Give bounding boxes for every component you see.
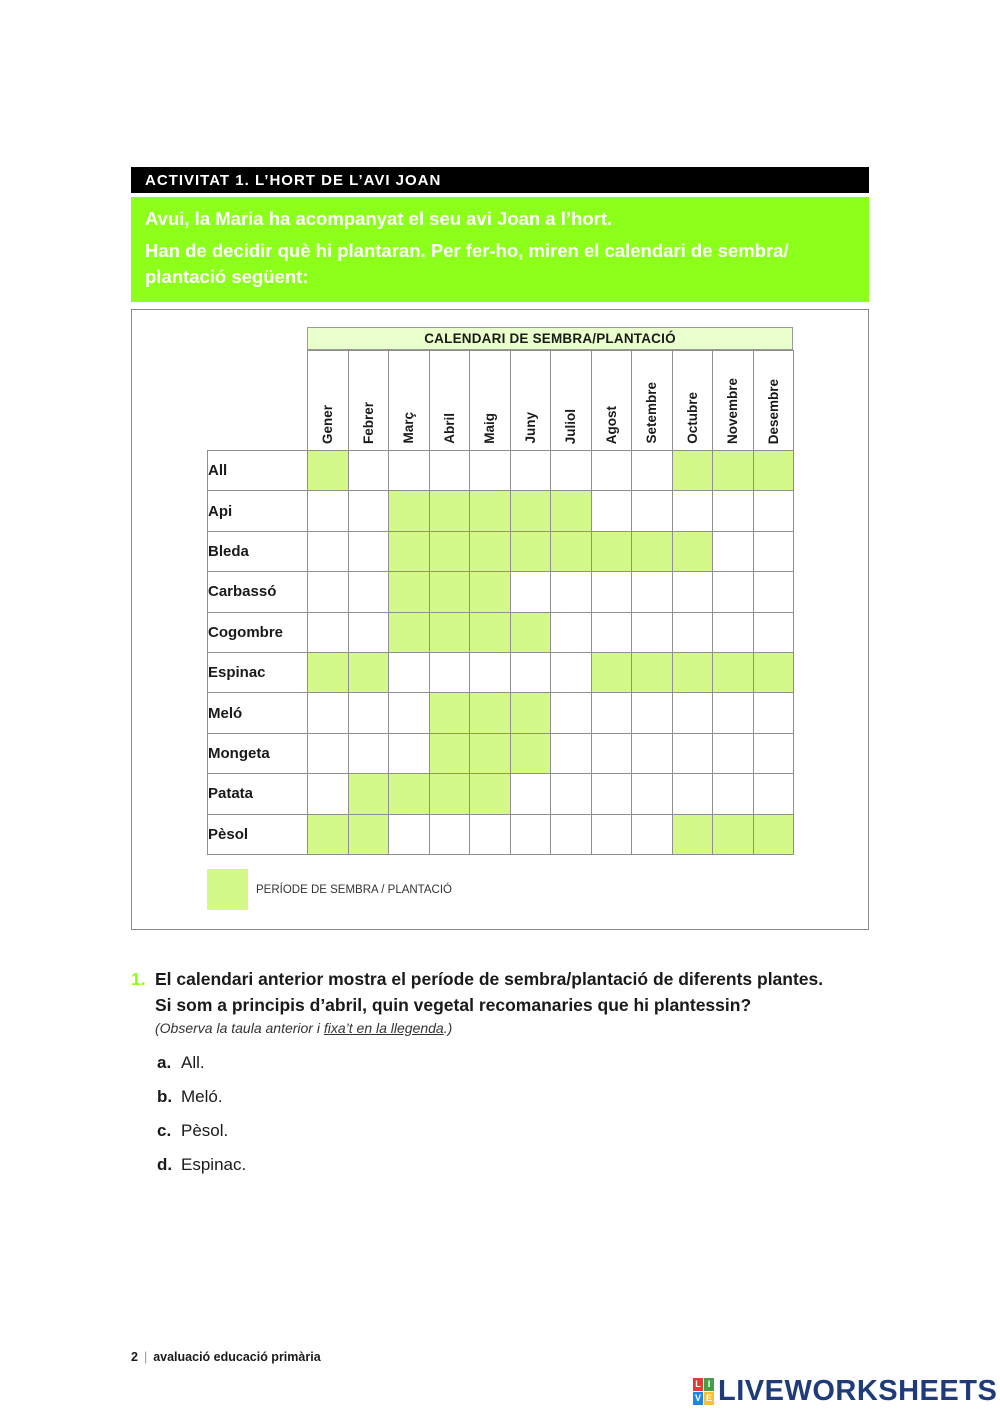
activity-title: ACTIVITAT 1. L’HORT DE L’AVI JOAN <box>131 167 869 193</box>
empty-cell <box>672 693 713 733</box>
month-label: Juliol <box>563 408 579 444</box>
month-header <box>672 351 713 451</box>
plant-name: Api <box>208 491 308 531</box>
option-text: All. <box>181 1053 205 1072</box>
empty-cell <box>308 733 349 773</box>
empty-cell <box>389 733 430 773</box>
empty-cell <box>713 491 754 531</box>
empty-cell <box>672 774 713 814</box>
sowing-period-cell <box>510 612 551 652</box>
empty-cell <box>672 491 713 531</box>
calendar-row <box>208 612 794 652</box>
sowing-period-cell <box>510 531 551 571</box>
calendar-title: CALENDARI DE SEMBRA/PLANTACIÓ <box>307 327 793 350</box>
live-icon <box>693 1378 714 1405</box>
empty-cell <box>632 491 673 531</box>
calendar-row <box>208 652 794 692</box>
option-b[interactable] <box>157 1086 246 1120</box>
empty-cell <box>429 652 470 692</box>
corner-cell <box>208 351 308 451</box>
answer-options <box>157 1052 246 1188</box>
month-label: Març <box>401 412 417 444</box>
sowing-period-cell <box>429 572 470 612</box>
sowing-period-cell <box>389 531 430 571</box>
empty-cell <box>632 451 673 491</box>
sowing-period-cell <box>753 814 794 854</box>
sowing-period-cell <box>672 451 713 491</box>
page-number: 2 <box>131 1350 138 1364</box>
sowing-period-cell <box>389 491 430 531</box>
hint-underlined: fixa’t en la llegenda <box>323 1020 444 1036</box>
sowing-period-cell <box>713 814 754 854</box>
intro-line-2: Han de decidir què hi plantaran. Per fer-ho, miren el calendari de sembra/ plantació següent: <box>145 240 789 287</box>
empty-cell <box>429 451 470 491</box>
empty-cell <box>470 652 511 692</box>
hint-suffix: .) <box>443 1020 453 1036</box>
option-letter: b. <box>157 1087 173 1106</box>
sowing-period-cell <box>429 491 470 531</box>
sowing-period-cell <box>348 774 389 814</box>
empty-cell <box>591 814 632 854</box>
empty-cell <box>348 531 389 571</box>
month-label: Setembre <box>644 382 660 444</box>
brand-name: LIVEWORKSHEETS <box>718 1375 998 1407</box>
option-a[interactable] <box>157 1052 246 1086</box>
empty-cell <box>753 774 794 814</box>
empty-cell <box>308 491 349 531</box>
empty-cell <box>672 572 713 612</box>
empty-cell <box>753 491 794 531</box>
legend-label: PERÍODE DE SEMBRA / PLANTACIÓ <box>256 884 452 896</box>
sowing-period-cell <box>713 451 754 491</box>
sowing-period-cell <box>470 612 511 652</box>
empty-cell <box>510 774 551 814</box>
empty-cell <box>551 572 592 612</box>
empty-cell <box>348 733 389 773</box>
plant-name: Pèsol <box>208 814 308 854</box>
calendar-row <box>208 451 794 491</box>
empty-cell <box>389 652 430 692</box>
month-header <box>713 351 754 451</box>
calendar-body <box>208 451 794 855</box>
month-header-row <box>208 351 794 451</box>
empty-cell <box>753 572 794 612</box>
empty-cell <box>672 733 713 773</box>
empty-cell <box>348 451 389 491</box>
month-label: Desembre <box>765 378 781 444</box>
calendar-table <box>207 350 794 855</box>
plant-name: Cogombre <box>208 612 308 652</box>
calendar-row <box>208 491 794 531</box>
empty-cell <box>753 733 794 773</box>
plant-name: Espinac <box>208 652 308 692</box>
sowing-period-cell <box>308 652 349 692</box>
empty-cell <box>753 531 794 571</box>
sowing-period-cell <box>429 531 470 571</box>
empty-cell <box>591 693 632 733</box>
month-header <box>551 351 592 451</box>
empty-cell <box>308 531 349 571</box>
empty-cell <box>551 612 592 652</box>
empty-cell <box>713 572 754 612</box>
empty-cell <box>713 693 754 733</box>
sowing-period-cell <box>753 451 794 491</box>
empty-cell <box>632 733 673 773</box>
sowing-period-cell <box>672 531 713 571</box>
live-icon-letter: V <box>694 1393 701 1403</box>
option-letter: d. <box>157 1155 173 1174</box>
sowing-period-cell <box>429 733 470 773</box>
sowing-period-cell <box>389 572 430 612</box>
month-header <box>510 351 551 451</box>
empty-cell <box>632 774 673 814</box>
empty-cell <box>510 652 551 692</box>
empty-cell <box>632 612 673 652</box>
month-header <box>753 351 794 451</box>
option-text: Espinac. <box>181 1155 247 1174</box>
sowing-period-cell <box>551 531 592 571</box>
sowing-period-cell <box>470 693 511 733</box>
plant-name: Patata <box>208 774 308 814</box>
sowing-period-cell <box>753 652 794 692</box>
empty-cell <box>591 733 632 773</box>
sowing-period-cell <box>348 652 389 692</box>
live-icon-letter: I <box>704 1378 714 1391</box>
live-icon-letter: E <box>705 1393 712 1403</box>
empty-cell <box>308 572 349 612</box>
empty-cell <box>551 652 592 692</box>
calendar-row <box>208 693 794 733</box>
sowing-period-cell <box>429 693 470 733</box>
sowing-period-cell <box>389 774 430 814</box>
empty-cell <box>551 693 592 733</box>
month-label: Abril <box>441 413 457 444</box>
month-label: Agost <box>603 405 619 444</box>
sowing-period-cell <box>308 814 349 854</box>
calendar-row <box>208 814 794 854</box>
sowing-period-cell <box>510 733 551 773</box>
question-number: 1. <box>131 969 146 989</box>
empty-cell <box>389 451 430 491</box>
legend-swatch <box>207 869 248 910</box>
sowing-period-cell <box>510 693 551 733</box>
empty-cell <box>389 814 430 854</box>
empty-cell <box>429 814 470 854</box>
empty-cell <box>551 774 592 814</box>
empty-cell <box>591 491 632 531</box>
sowing-period-cell <box>591 652 632 692</box>
empty-cell <box>753 612 794 652</box>
empty-cell <box>510 451 551 491</box>
month-label: Maig <box>482 413 498 444</box>
month-label: Novembre <box>725 377 741 444</box>
sowing-period-cell <box>632 531 673 571</box>
sowing-period-cell <box>429 774 470 814</box>
month-label: Febrer <box>360 401 376 444</box>
sowing-period-cell <box>632 652 673 692</box>
empty-cell <box>591 572 632 612</box>
empty-cell <box>632 693 673 733</box>
month-label: Gener <box>320 404 336 444</box>
sowing-period-cell <box>429 612 470 652</box>
empty-cell <box>632 814 673 854</box>
empty-cell <box>591 612 632 652</box>
plant-name: Mongeta <box>208 733 308 773</box>
plant-name: Bleda <box>208 531 308 571</box>
month-header <box>389 351 430 451</box>
empty-cell <box>348 491 389 531</box>
footer-separator: | <box>143 1350 148 1364</box>
sowing-period-cell <box>470 733 511 773</box>
empty-cell <box>551 451 592 491</box>
question-1 <box>131 966 891 1018</box>
calendar-row <box>208 733 794 773</box>
plant-name: All <box>208 451 308 491</box>
sowing-period-cell <box>470 572 511 612</box>
month-header <box>348 351 389 451</box>
sowing-period-cell <box>713 652 754 692</box>
empty-cell <box>591 774 632 814</box>
option-c[interactable] <box>157 1120 246 1154</box>
empty-cell <box>713 733 754 773</box>
calendar-row <box>208 531 794 571</box>
sowing-period-cell <box>510 491 551 531</box>
empty-cell <box>348 612 389 652</box>
sowing-period-cell <box>389 612 430 652</box>
plant-name: Meló <box>208 693 308 733</box>
empty-cell <box>470 451 511 491</box>
option-letter: c. <box>157 1121 172 1140</box>
month-header <box>429 351 470 451</box>
empty-cell <box>308 612 349 652</box>
footer <box>131 1350 321 1364</box>
empty-cell <box>510 814 551 854</box>
live-icon-letter: L <box>693 1378 703 1391</box>
question-line-1: El calendari anterior mostra el període de sembra/plantació de diferents plantes. <box>155 969 824 989</box>
empty-cell <box>672 612 713 652</box>
sowing-period-cell <box>591 531 632 571</box>
plant-name: Carbassó <box>208 572 308 612</box>
month-header <box>308 351 349 451</box>
sowing-period-cell <box>308 451 349 491</box>
empty-cell <box>753 693 794 733</box>
calendar-row <box>208 572 794 612</box>
option-text: Meló. <box>181 1087 223 1106</box>
footer-text: avaluació educació primària <box>153 1350 321 1364</box>
month-header <box>470 351 511 451</box>
empty-cell <box>713 774 754 814</box>
empty-cell <box>308 774 349 814</box>
option-d[interactable] <box>157 1154 246 1188</box>
sowing-period-cell <box>470 531 511 571</box>
month-label: Octubre <box>684 392 700 444</box>
question-line-2: Si som a principis d’abril, quin vegetal recomanaries que hi plantessin? <box>155 995 752 1015</box>
intro-line-1: Avui, la Maria ha acompanyat el seu avi Joan a l’hort. <box>145 208 613 229</box>
sowing-period-cell <box>470 774 511 814</box>
liveworksheets-logo <box>693 1375 997 1408</box>
sowing-period-cell <box>470 491 511 531</box>
calendar-row <box>208 774 794 814</box>
sowing-period-cell <box>672 652 713 692</box>
empty-cell <box>551 814 592 854</box>
empty-cell <box>713 612 754 652</box>
month-header <box>591 351 632 451</box>
hint-prefix: (Observa la taula anterior i <box>155 1020 324 1036</box>
empty-cell <box>510 572 551 612</box>
intro-box <box>131 197 869 302</box>
month-label: Juny <box>522 412 538 444</box>
sowing-period-cell <box>348 814 389 854</box>
empty-cell <box>470 814 511 854</box>
empty-cell <box>308 693 349 733</box>
empty-cell <box>348 572 389 612</box>
empty-cell <box>591 451 632 491</box>
option-letter: a. <box>157 1053 172 1072</box>
empty-cell <box>389 693 430 733</box>
empty-cell <box>348 693 389 733</box>
empty-cell <box>713 531 754 571</box>
question-hint <box>155 1020 452 1036</box>
empty-cell <box>551 733 592 773</box>
month-header <box>632 351 673 451</box>
sowing-period-cell <box>672 814 713 854</box>
sowing-period-cell <box>551 491 592 531</box>
empty-cell <box>632 572 673 612</box>
option-text: Pèsol. <box>181 1121 229 1140</box>
